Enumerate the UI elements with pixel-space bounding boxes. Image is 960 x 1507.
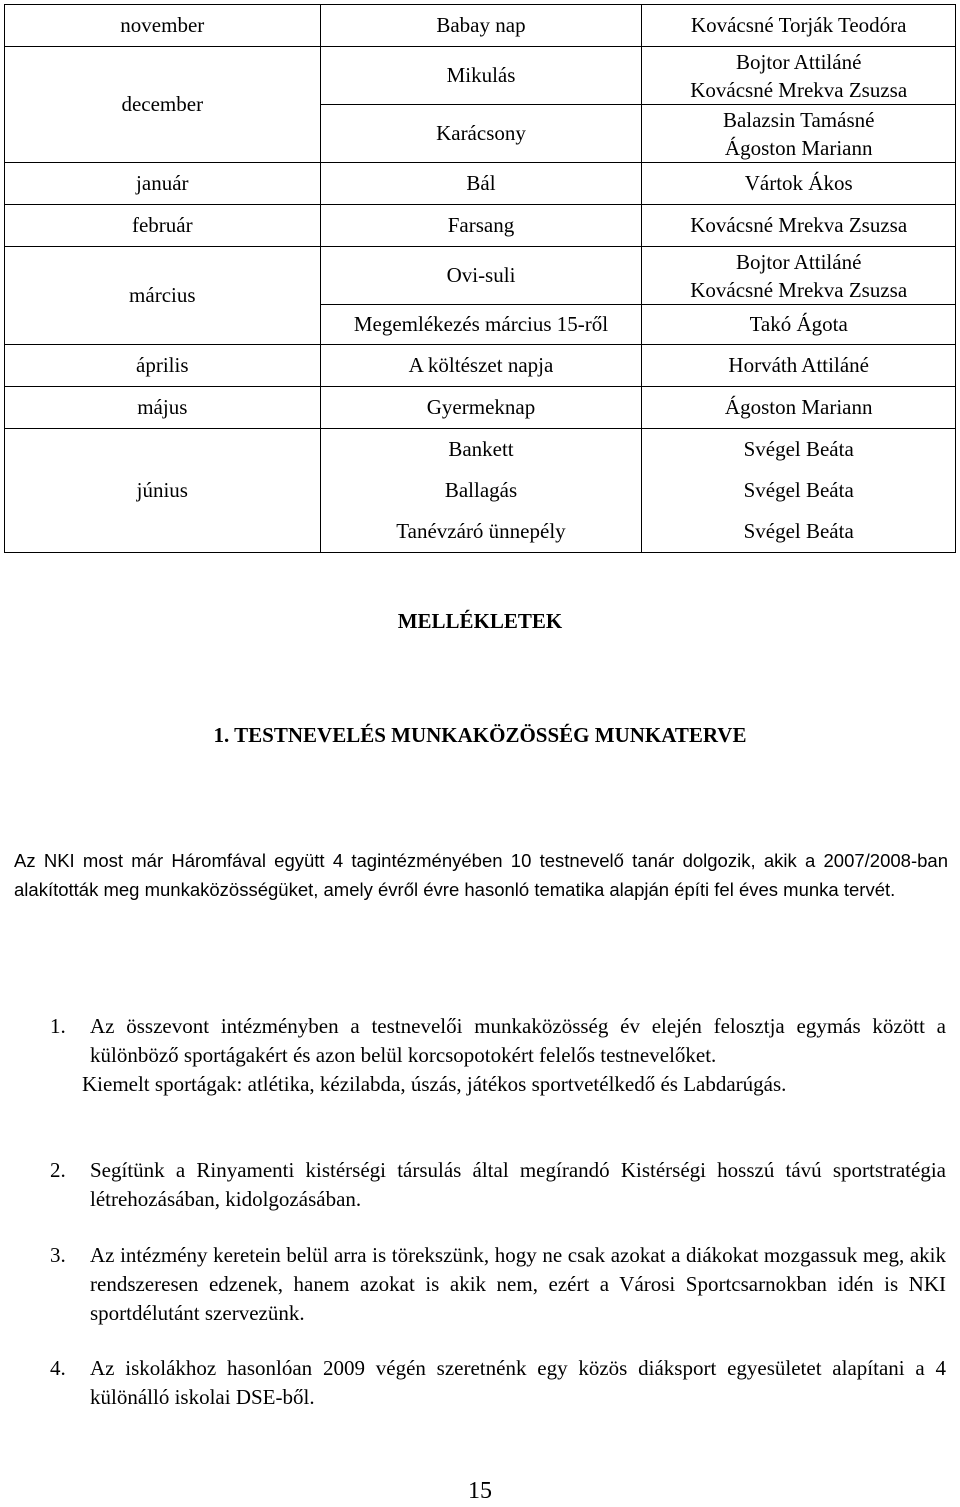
month-cell: február <box>5 205 321 247</box>
responsible-cell: Horváth Attiláné <box>642 345 956 387</box>
person-name: Bojtor Attiláné <box>735 249 862 274</box>
event-cell: Karácsony <box>320 105 642 163</box>
responsible-cell: Ágoston Mariann <box>642 387 956 429</box>
page-number: 15 <box>468 1478 492 1504</box>
responsible-cell <box>642 105 956 163</box>
table-row <box>5 429 956 471</box>
person-name: Ágoston Mariann <box>724 135 873 160</box>
person-name: Kovácsné Mrekva Zsuzsa <box>690 277 908 302</box>
table-row <box>5 345 956 387</box>
responsible-cell: Kovácsné Mrekva Zsuzsa <box>642 205 956 247</box>
month-cell: január <box>5 163 321 205</box>
goal-number: 2. <box>50 1158 66 1182</box>
responsible-cell <box>642 47 956 105</box>
event-cell: A költészet napja <box>320 345 642 387</box>
month-cell: november <box>5 5 321 47</box>
event-cell: Bankett <box>320 429 642 471</box>
section-title: 1. TESTNEVELÉS MUNKAKÖZÖSSÉG MUNKATERVE <box>213 723 747 747</box>
table-row <box>5 247 956 305</box>
person-name: Bojtor Attiláné <box>735 49 862 74</box>
event-cell: Mikulás <box>320 47 642 105</box>
responsible-cell: Svégel Beáta <box>642 470 956 511</box>
person-name: Kovácsné Mrekva Zsuzsa <box>690 77 908 102</box>
event-cell: Babay nap <box>320 5 642 47</box>
table-row <box>5 205 956 247</box>
annex-heading: MELLÉKLETEK <box>397 609 563 633</box>
goal-text: Az intézmény keretein belül arra is törekszünk, hogy ne csak azokat a diákokat mozgassuk meg, akik rendszeresen edzenek, hanem azokat is akik nem, ezért a Városi Sportcsarnokban idén is NKI sportdélutánt szervezünk. <box>90 1243 946 1325</box>
month-cell: június <box>5 429 321 553</box>
responsible-cell <box>642 247 956 305</box>
event-cell: Ballagás <box>320 470 642 511</box>
event-cell: Gyermeknap <box>320 387 642 429</box>
goal-extra-text: Kiemelt sportágak: atlétika, kézilabda, úszás, játékos sportvetélkedő és Labdarúgás. <box>82 1072 787 1096</box>
month-cell: április <box>5 345 321 387</box>
event-cell: Ovi-suli <box>320 247 642 305</box>
responsible-cell: Svégel Beáta <box>642 429 956 471</box>
event-cell: Bál <box>320 163 642 205</box>
goal-number: 3. <box>50 1243 66 1267</box>
goal-number: 1. <box>50 1014 66 1038</box>
responsible-cell: Vártok Ákos <box>642 163 956 205</box>
goal-number: 4. <box>50 1356 66 1380</box>
person-name: Balazsin Tamásné <box>722 107 875 132</box>
goal-text: Az iskolákhoz hasonlóan 2009 végén szeretnénk egy közös diáksport egyesületet alapítani a 4 különálló iskolai DSE-ből. <box>90 1356 946 1409</box>
event-cell: Farsang <box>320 205 642 247</box>
month-cell: május <box>5 387 321 429</box>
table-row <box>5 387 956 429</box>
intro-paragraph: Az NKI most már Háromfával együtt 4 tagintézményében 10 testnevelő tanár dolgozik, akik a 2007/2008-ban alakították meg munkaközösségüket, amely évről évre hasonló tematika alapján építi fel éves munka tervét. <box>14 850 948 900</box>
goal-text: Az összevont intézményben a testnevelői munkaközösség év elején felosztja egymás között a különböző sportágakért és azon belül korcsopotokért felelős testnevelőket. <box>90 1014 946 1067</box>
responsible-cell: Svégel Beáta <box>642 511 956 553</box>
table-row <box>5 163 956 205</box>
month-cell: március <box>5 247 321 345</box>
responsible-cell: Takó Ágota <box>642 305 956 345</box>
responsible-cell: Kovácsné Torják Teodóra <box>642 5 956 47</box>
event-cell: Tanévzáró ünnepély <box>320 511 642 553</box>
event-schedule-table <box>4 4 956 553</box>
table-row <box>5 5 956 47</box>
event-cell: Megemlékezés március 15-ről <box>320 305 642 345</box>
table-row <box>5 47 956 105</box>
month-cell: december <box>5 47 321 163</box>
goal-text: Segítünk a Rinyamenti kistérségi társulás által megírandó Kistérségi hosszú távú sportstratégia létrehozásában, kidolgozásában. <box>90 1158 946 1211</box>
